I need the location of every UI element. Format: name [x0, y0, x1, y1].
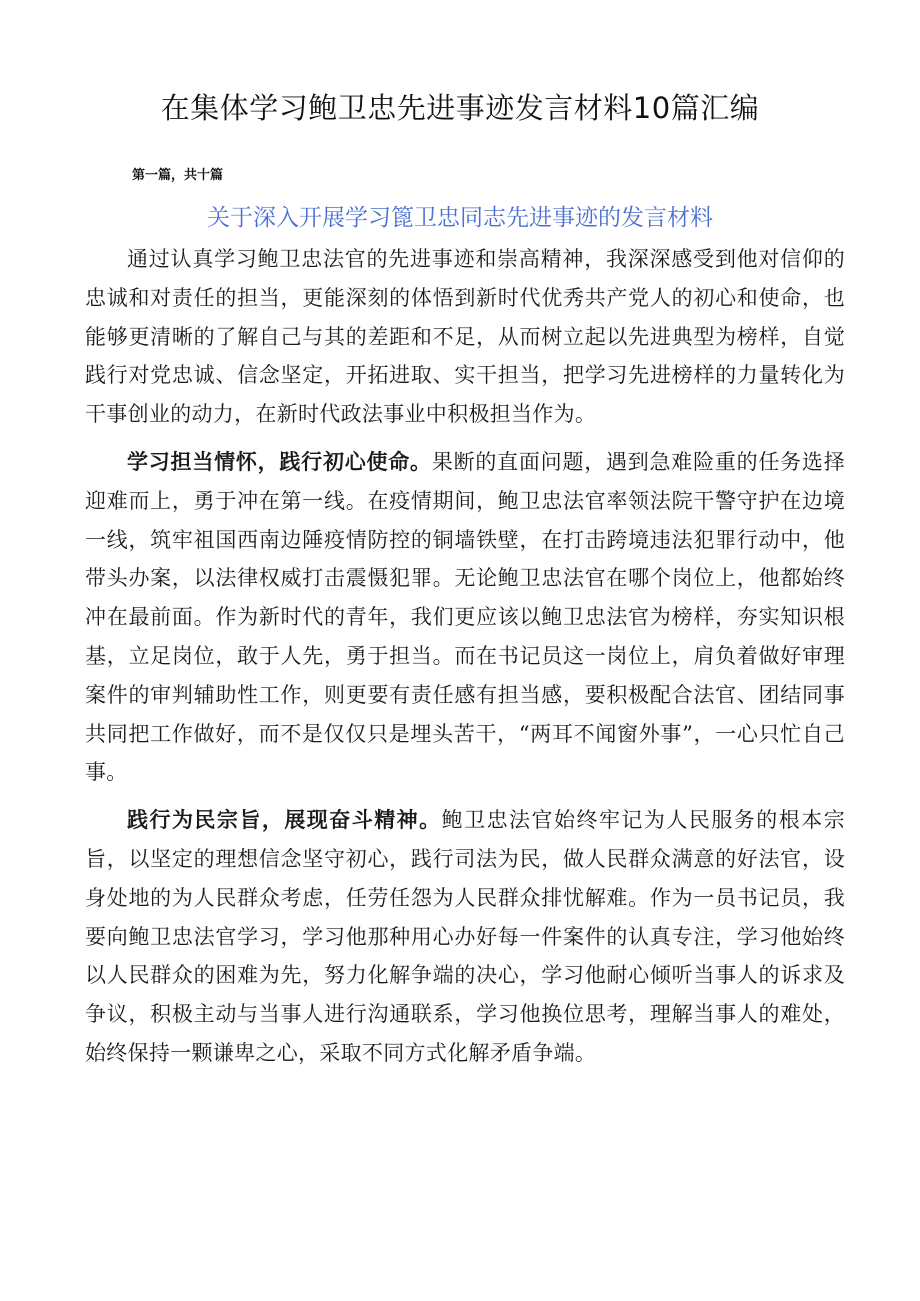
document-title: 在集体学习鲍卫忠先进事迹发言材料10篇汇编	[160, 91, 760, 125]
paragraph-3	[85, 801, 845, 1073]
part-label: 第一篇，共十篇	[132, 168, 224, 183]
paragraph-text: 果断的直面问题，遇到急难险重的任务选择迎难而上，勇于冲在第一线。在疫情期间，鲍卫忠法官率领法院干警守护在边境一线，筑牢祖国西南边陲疫情防控的铜墙铁壁，在打击跨境违法犯罪行动中，他带头办案，以法律权威打击震慑犯罪。无论鲍卫忠法官在哪个岗位上，他都始终冲在最前面。作为新时代的青年，我们更应该以鲍卫忠法官为榜样，夯实知识根基，立足岗位，敢于人先，勇于担当。而在书记员这一岗位上，肩负着做好审理案件的审判辅助性工作，则更要有责任感有担当感，要积极配合法官、团结同事共同把工作做好，而不是仅仅只是埋头苦干，“两耳不闻窗外事”，一心只忙自己事。	[85, 449, 846, 785]
paragraph-text: 鲍卫忠法官始终牢记为人民服务的根本宗旨，以坚定的理想信念坚守初心，践行司法为民，做人民群众满意的好法官，设身处地的为人民群众考虑，任劳任怨为人民群众排忧解难。作为一员书记员，我要向鲍卫忠法官学习，学习他那种用心办好每一件案件的认真专注，学习他始终以人民群众的困难为先，努力化解争端的决心，学习他耐心倾听当事人的诉求及争议，积极主动与当事人进行沟通联系，学习他换位思考，理解当事人的难处，始终保持一颗谦卑之心，采取不同方式化解矛盾争端。	[85, 808, 845, 1065]
paragraph-lead: 践行为民宗旨，展现奋斗精神。	[127, 807, 442, 833]
paragraph-2	[85, 443, 845, 792]
paragraph-lead: 学习担当情怀，践行初心使命。	[127, 448, 432, 474]
paragraph-text: 通过认真学习鲍卫忠法官的先进事迹和崇高精神，我深深感受到他对信仰的忠诚和对责任的担当，更能深刻的体悟到新时代优秀共产党人的初心和使命，也能够更清晰的了解自己与其的差距和不足，从而树立起以先进典型为榜样，自觉践行对党忠诚、信念坚定，开拓进取、实干担当，把学习先进榜样的力量转化为干事创业的动力，在新时代政法事业中积极担当作为。	[85, 247, 845, 427]
body-text	[85, 240, 845, 1082]
paragraph-1	[85, 240, 845, 434]
section-subtitle: 关于深入开展学习篦卫忠同志先进事迹的发言材料	[207, 205, 713, 231]
